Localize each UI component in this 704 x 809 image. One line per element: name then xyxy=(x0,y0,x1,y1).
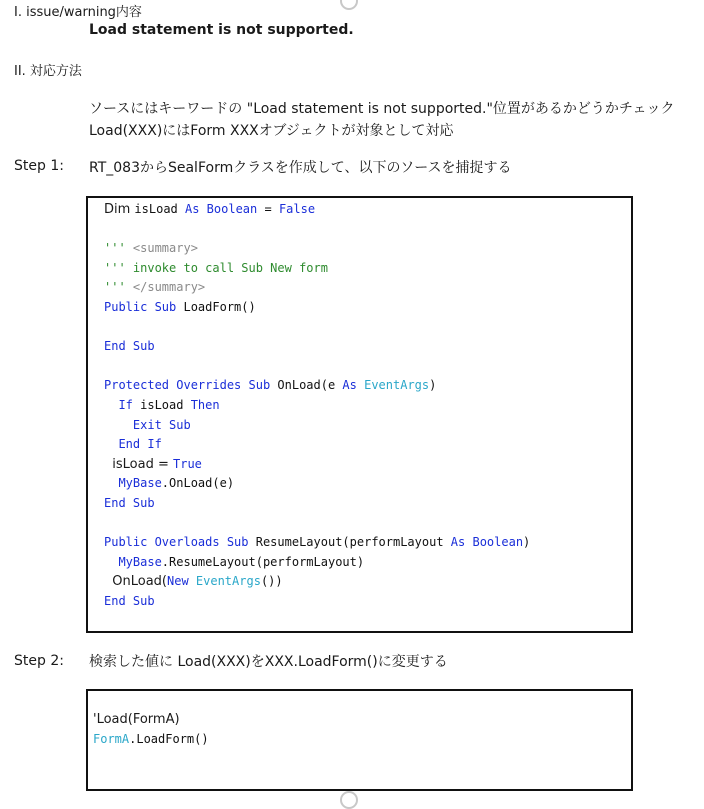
code-1-token: ) xyxy=(429,378,437,393)
warning-message: Load statement is not supported. xyxy=(89,22,354,38)
code-1-line xyxy=(104,376,530,396)
code-1-token: ''' xyxy=(104,241,133,256)
code-1-token: = xyxy=(257,202,279,216)
code-1-token: Protected Overrides Sub xyxy=(104,378,278,393)
code-1-token: If xyxy=(104,397,141,412)
code-1-line xyxy=(104,220,530,240)
code-1-line xyxy=(104,455,530,475)
code-1-token: </summary> xyxy=(132,280,206,295)
code-1-token: MyBase xyxy=(104,554,162,569)
code-1-token: As Boolean xyxy=(450,535,524,550)
code-1-token: OnLoad( xyxy=(104,574,167,590)
method-line-2: Load(XXX)にはForm XXXオブジェクトが対象として対応 xyxy=(89,123,454,139)
code-1-token: Public Sub xyxy=(104,299,184,314)
page-top-marker xyxy=(340,0,358,10)
code-1-token: OnLoad(e xyxy=(277,378,343,393)
code-1-token: MyBase xyxy=(104,476,162,491)
code-2-token: .LoadForm() xyxy=(129,731,209,746)
code-1-line xyxy=(104,278,530,298)
code-1-token: isLoad xyxy=(140,397,191,412)
step-1-text: RT_083からSealFormクラスを作成して、以下のソースを捕捉する xyxy=(89,160,512,176)
code-block-2-content xyxy=(93,710,209,749)
code-1-token: ''' xyxy=(104,280,133,295)
code-1-token: Then xyxy=(190,397,220,412)
code-2-token: 'Load(FormA) xyxy=(93,712,180,727)
code-1-token: ResumeLayout(performLayout xyxy=(255,535,451,550)
code-1-token: ()) xyxy=(260,574,283,589)
code-1-line xyxy=(104,533,530,553)
code-1-line xyxy=(104,259,530,279)
code-block-2 xyxy=(86,689,633,791)
code-1-token: LoadForm() xyxy=(183,299,256,314)
code-1-token: isLoad xyxy=(134,202,185,216)
code-1-token: End Sub xyxy=(104,339,155,354)
code-1-token: As xyxy=(342,378,365,393)
code-1-token: .ResumeLayout(performLayout) xyxy=(161,554,365,569)
code-1-line xyxy=(104,337,530,357)
code-1-line xyxy=(104,553,530,573)
code-1-token: End If xyxy=(104,437,162,452)
code-1-line xyxy=(104,514,530,534)
code-1-line xyxy=(104,474,530,494)
code-2-token: FormA xyxy=(93,731,130,746)
code-1-token: isLoad = xyxy=(104,456,173,472)
code-2-line xyxy=(93,710,209,730)
code-1-token: <summary> xyxy=(132,241,198,256)
code-1-line xyxy=(104,592,530,612)
code-1-line xyxy=(104,416,530,436)
method-line-1: ソースにはキーワードの "Load statement is not supported."位置があるかどうかチェック xyxy=(89,101,675,117)
code-1-token: End Sub xyxy=(104,495,155,510)
code-1-line xyxy=(104,572,530,592)
code-1-token: EventArgs xyxy=(364,378,430,393)
code-1-token: New xyxy=(167,574,196,589)
step-2-text: 検索した値に Load(XXX)をXXX.LoadForm()に変更する xyxy=(89,654,448,670)
code-1-token: False xyxy=(278,202,316,216)
code-1-token: End Sub xyxy=(104,593,155,608)
code-block-1 xyxy=(86,196,633,633)
step-2-label: Step 2: xyxy=(14,653,64,669)
section-2-heading: II. 対応方法 xyxy=(14,64,82,79)
code-1-token: Exit Sub xyxy=(104,417,191,432)
code-1-token: True xyxy=(173,456,202,471)
code-1-line xyxy=(104,200,530,220)
code-1-line xyxy=(104,357,530,377)
page-bottom-marker xyxy=(340,791,358,809)
code-1-line xyxy=(104,298,530,318)
code-1-token: ) xyxy=(523,535,531,550)
code-1-line xyxy=(104,494,530,514)
code-1-token: EventArgs xyxy=(195,574,261,589)
code-1-line xyxy=(104,435,530,455)
code-1-token: Dim xyxy=(104,202,135,217)
code-1-line xyxy=(104,318,530,338)
code-1-token: .OnLoad(e) xyxy=(161,476,235,491)
section-1-heading: I. issue/warning内容 xyxy=(14,5,142,20)
code-1-token: ''' invoke to call Sub New form xyxy=(104,260,328,275)
code-1-line xyxy=(104,396,530,416)
code-1-line xyxy=(104,239,530,259)
code-2-line xyxy=(93,730,209,750)
code-block-1-content xyxy=(104,200,530,611)
code-1-token: As Boolean xyxy=(185,202,258,216)
step-1-label: Step 1: xyxy=(14,158,64,174)
code-1-token: Public Overloads Sub xyxy=(104,535,256,550)
